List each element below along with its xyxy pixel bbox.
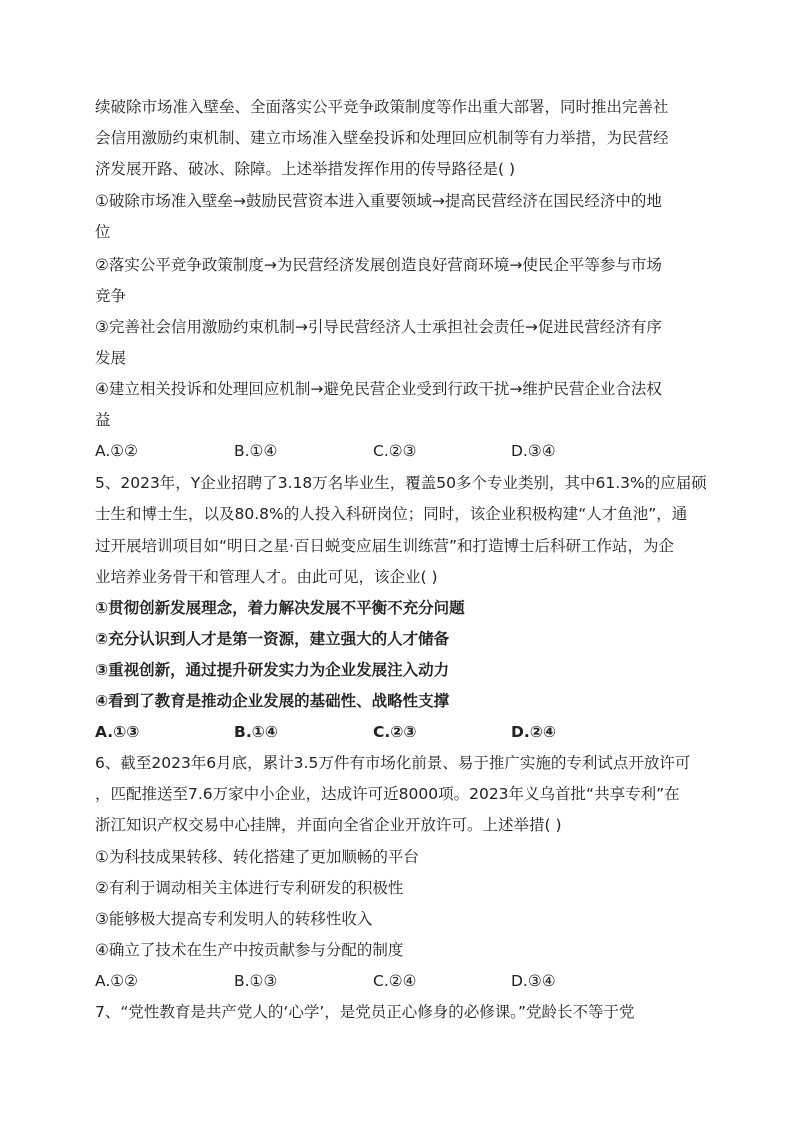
option-item: ①贯彻创新发展理念，着力解决发展不平衡不充分问题 — [95, 599, 465, 617]
option-item: ④确立了技术在生产中按贡献参与分配的制度 — [95, 941, 404, 959]
answer-b: B.①③ — [234, 972, 278, 990]
option-item: ④建立相关投诉和处理回应机制→避免民营企业受到行政干扰→维护民营企业合法权 — [95, 380, 662, 398]
answer-b: B.①④ — [234, 723, 278, 741]
question-6-line: ，匹配推送至7.6万家中小企业，达成许可近8000项。2023年义乌首批“共享专利”在 — [95, 785, 680, 803]
answer-d: D.③④ — [511, 972, 556, 990]
answer-d: D.②④ — [511, 723, 557, 741]
option-item-wrap: 发展 — [95, 349, 127, 367]
option-item: ③重视创新，通过提升研发实力为企业发展注入动力 — [95, 661, 450, 679]
option-item-wrap: 益 — [95, 411, 111, 429]
text-line: 会信用激励约束机制、建立市场准入壁垒投诉和处理回应机制等有力举措，为民营经 — [95, 129, 669, 147]
option-item: ①破除市场准入壁垒→鼓励民营资本进入重要领域→提高民营经济在国民经济中的地 — [95, 192, 662, 210]
answer-c: C.②③ — [373, 442, 417, 460]
option-item: ③完善社会信用激励约束机制→引导民营经济人士承担社会责任→促进民营经济有序 — [95, 318, 662, 336]
answer-a: A.①③ — [95, 723, 140, 741]
option-item: ②有利于调动相关主体进行专利研发的积极性 — [95, 879, 404, 897]
option-item: ④看到了教育是推动企业发展的基础性、战略性支撑 — [95, 692, 450, 710]
answer-b: B.①④ — [234, 442, 278, 460]
answer-c: C.②③ — [373, 723, 417, 741]
answer-a: A.①② — [95, 972, 139, 990]
option-item-wrap: 竞争 — [95, 287, 127, 305]
question-7-line: 7、“党性教育是共产党人的‘心学’，是党员正心修身的必修课。”党龄长不等于党 — [95, 1003, 635, 1021]
option-item-wrap: 位 — [95, 223, 111, 241]
text-line: 济发展开路、破冰、除障。上述举措发挥作用的传导路径是( ) — [95, 160, 516, 178]
question-5-line: 士生和博士生，以及80.8%的人投入科研岗位；同时，该企业积极构建“人才鱼池”，通 — [95, 505, 688, 523]
option-item: ②充分认识到人才是第一资源，建立强大的人才储备 — [95, 630, 450, 648]
option-item: ①为科技成果转移、转化搭建了更加顺畅的平台 — [95, 848, 419, 866]
question-5-line: 5、2023年，Y企业招聘了3.18万名毕业生，覆盖50多个专业类别，其中61.3%的应届硕 — [95, 474, 707, 492]
question-5-line: 业培养业务骨干和管理人才。由此可见，该企业( ) — [95, 568, 438, 586]
answer-d: D.③④ — [511, 442, 556, 460]
question-5-line: 过开展培训项目如“明日之星·百日蜕变应届生训练营”和打造博士后科研工作站，为企 — [95, 537, 674, 555]
answer-a: A.①② — [95, 442, 139, 460]
option-item: ③能够极大提高专利发明人的转移性收入 — [95, 910, 373, 928]
answer-c: C.②④ — [373, 972, 417, 990]
option-item: ②落实公平竞争政策制度→为民营经济发展创造良好营商环境→使民企平等参与市场 — [95, 256, 662, 274]
question-6-line: 浙江知识产权交易中心挂牌，并面向全省企业开放许可。上述举措( ) — [95, 816, 562, 834]
question-6-line: 6、截至2023年6月底，累计3.5万件有市场化前景、易于推广实施的专利试点开放许可 — [95, 754, 691, 772]
text-line: 续破除市场准入壁垒、全面落实公平竞争政策制度等作出重大部署，同时推出完善社 — [95, 98, 669, 116]
